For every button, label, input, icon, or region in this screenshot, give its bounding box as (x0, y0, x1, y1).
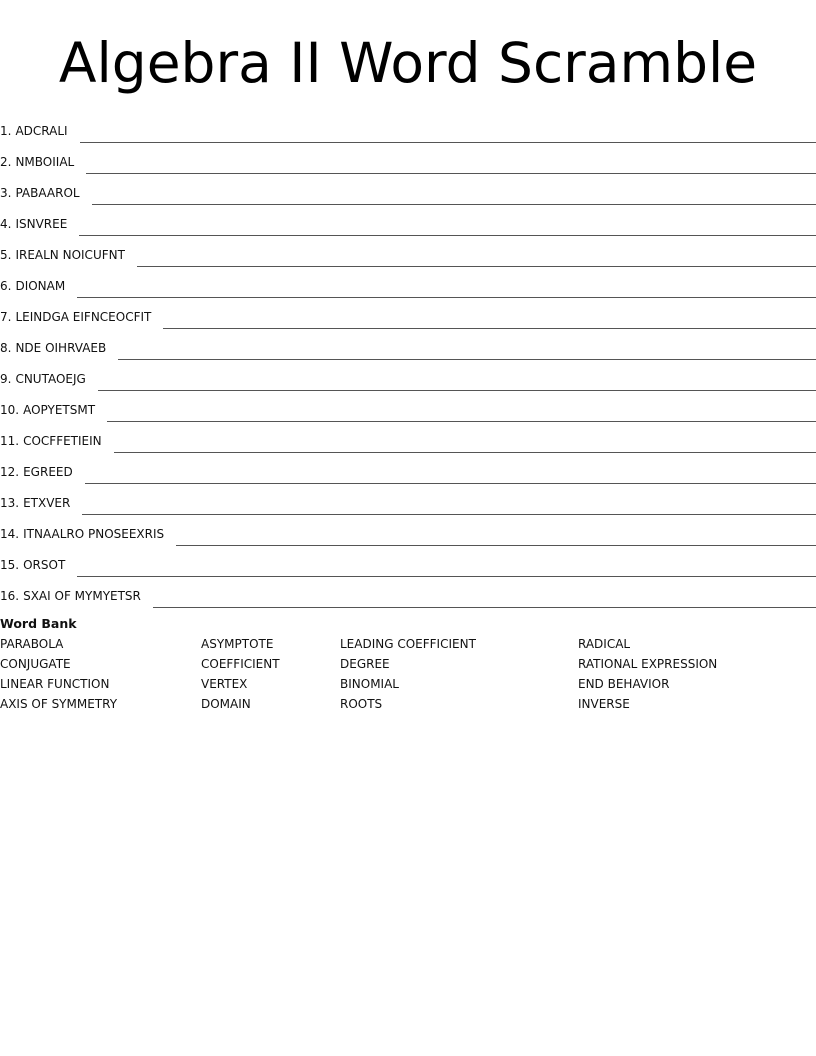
question-row (0, 391, 816, 422)
question-number: 11. (0, 434, 20, 448)
word-bank-title: Word Bank (0, 616, 77, 631)
scrambled-word: PABAAROL (15, 186, 80, 200)
scrambled-word: ETXVER (23, 496, 71, 510)
question-number: 6. (0, 279, 12, 293)
word-bank-item: COEFFICIENT (201, 657, 280, 671)
answer-line[interactable] (137, 265, 816, 267)
page-title: Algebra II Word Scramble (58, 31, 758, 95)
question-row (0, 174, 816, 205)
question-row (0, 577, 816, 608)
question-number: 7. (0, 310, 12, 324)
answer-line[interactable] (77, 575, 816, 577)
question-number: 3. (0, 186, 12, 200)
word-bank-item: RADICAL (578, 637, 631, 651)
question-number: 4. (0, 217, 12, 231)
word-bank-row (0, 636, 816, 656)
answer-line[interactable] (163, 327, 816, 329)
scrambled-word: ORSOT (23, 558, 66, 572)
word-bank-row (0, 696, 816, 716)
scrambled-word: COCFFETIEIN (23, 434, 102, 448)
word-bank-item: END BEHAVIOR (578, 677, 670, 691)
question-row (0, 329, 816, 360)
scrambled-word: AOPYETSMT (23, 403, 96, 417)
word-bank-item: DOMAIN (201, 697, 251, 711)
question-row (0, 205, 816, 236)
question-row (0, 143, 816, 174)
word-bank-item: ASYMPTOTE (201, 637, 274, 651)
question-row (0, 267, 816, 298)
question-row (0, 484, 816, 515)
answer-line[interactable] (77, 296, 816, 298)
word-bank-item: BINOMIAL (340, 677, 399, 691)
scrambled-word: ADCRALI (15, 124, 68, 138)
question-number: 2. (0, 155, 12, 169)
word-bank-item: AXIS OF SYMMETRY (0, 697, 118, 711)
question-list (0, 112, 816, 608)
scrambled-word: ITNAALRO PNOSEEXRIS (23, 527, 165, 541)
question-row (0, 360, 816, 391)
answer-line[interactable] (86, 172, 816, 174)
word-bank-item: RATIONAL EXPRESSION (578, 657, 718, 671)
scrambled-word: LEINDGA EIFNCEOCFIT (15, 310, 152, 324)
answer-line[interactable] (98, 389, 816, 391)
scrambled-word: CNUTAOEJG (15, 372, 86, 386)
word-bank-item: LINEAR FUNCTION (0, 677, 110, 691)
word-bank-item: CONJUGATE (0, 657, 71, 671)
scrambled-word: NDE OIHRVAEB (15, 341, 107, 355)
answer-line[interactable] (80, 141, 816, 143)
answer-line[interactable] (153, 606, 816, 608)
question-row (0, 422, 816, 453)
answer-line[interactable] (118, 358, 816, 360)
word-bank-item: LEADING COEFFICIENT (340, 637, 476, 651)
scrambled-word: ISNVREE (15, 217, 68, 231)
answer-line[interactable] (85, 482, 816, 484)
word-bank-item: ROOTS (340, 697, 383, 711)
question-number: 10. (0, 403, 20, 417)
question-number: 5. (0, 248, 12, 262)
question-number: 8. (0, 341, 12, 355)
scrambled-word: NMBOIIAL (15, 155, 75, 169)
word-bank (0, 636, 816, 716)
answer-line[interactable] (79, 234, 816, 236)
scrambled-word: EGREED (23, 465, 73, 479)
question-row (0, 236, 816, 267)
question-number: 1. (0, 124, 12, 138)
answer-line[interactable] (107, 420, 816, 422)
answer-line[interactable] (92, 203, 816, 205)
question-row (0, 453, 816, 484)
word-bank-item: PARABOLA (0, 637, 64, 651)
question-number: 9. (0, 372, 12, 386)
word-bank-row (0, 676, 816, 696)
answer-line[interactable] (82, 513, 816, 515)
question-number: 14. (0, 527, 20, 541)
question-number: 12. (0, 465, 20, 479)
scrambled-word: IREALN NOICUFNT (15, 248, 125, 262)
scrambled-word: DIONAM (15, 279, 66, 293)
question-number: 16. (0, 589, 20, 603)
question-row (0, 546, 816, 577)
question-number: 15. (0, 558, 20, 572)
word-bank-item: DEGREE (340, 657, 390, 671)
answer-line[interactable] (114, 451, 816, 453)
word-bank-item: VERTEX (201, 677, 248, 691)
question-row (0, 515, 816, 546)
question-row (0, 112, 816, 143)
word-bank-row (0, 656, 816, 676)
scrambled-word: SXAI OF MYMYETSR (23, 589, 141, 603)
word-bank-item: INVERSE (578, 697, 630, 711)
answer-line[interactable] (176, 544, 816, 546)
question-row (0, 298, 816, 329)
question-number: 13. (0, 496, 20, 510)
